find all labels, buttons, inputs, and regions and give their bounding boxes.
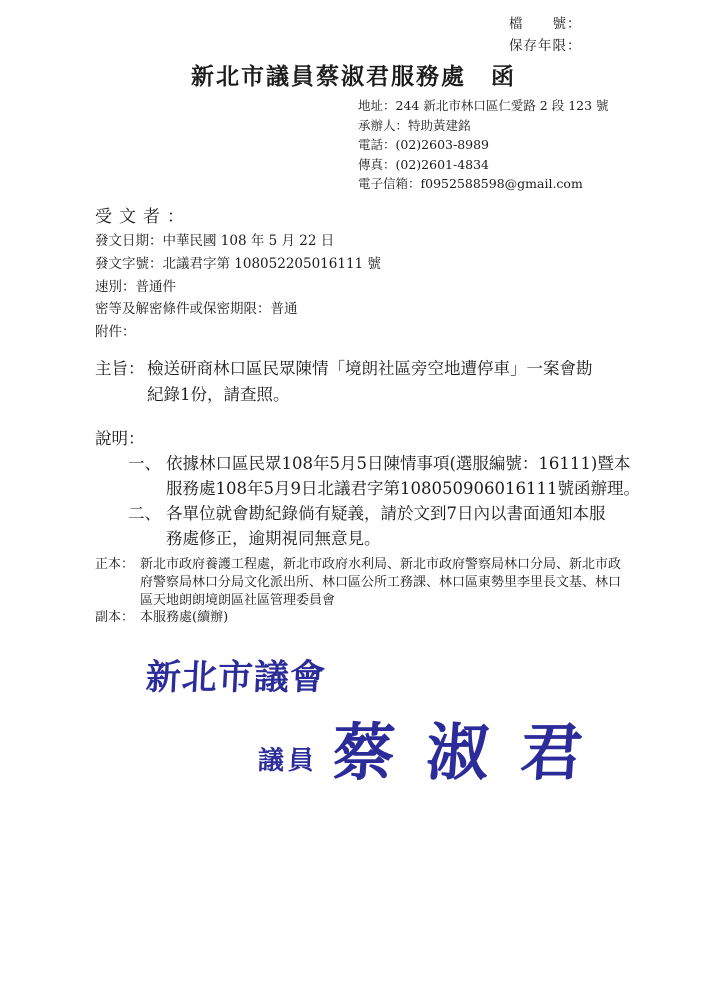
recipient-label: 受文者： [95, 207, 191, 227]
issue-date-line: 發文日期：中華民國 108 年 5 月 22 日 [95, 233, 335, 249]
explanation-item-2-line-1: 各單位就會勘紀錄倘有疑義，請於文到7日內以書面通知本服 [166, 504, 606, 523]
explanation-item-1-line-1: 依據林口區民眾108年5月5日陳情事項(選服編號：16111)暨本 [166, 454, 631, 473]
copy-label: 副本： [95, 610, 135, 626]
distribution-block [95, 556, 655, 627]
explanation-item-1-line-2: 服務處108年5月9日北議君字第108050906016111號函辦理。 [166, 479, 640, 498]
original-recipients-line-3: 區天地朗朗境朗區社區管理委員會 [140, 592, 336, 608]
contact-fax: 傳真：(02)2601-4834 [358, 156, 490, 172]
secrecy-line: 密等及解密條件或保密期限：普通 [95, 301, 298, 318]
signature-council-name: 新北市議會 [144, 657, 327, 698]
signature-councilor-title: 議員 [257, 746, 319, 776]
copy-recipients-value: 本服務處(續辦) [140, 610, 229, 626]
subject-label: 主旨： [95, 359, 145, 378]
speed-class-line: 速別：普通件 [95, 278, 176, 295]
contact-address: 地址：244 新北市林口區仁愛路 2 段 123 號 [358, 98, 609, 113]
explanation-item-2-number: 二、 [128, 504, 161, 523]
subject-line-2: 紀錄1份，請查照。 [147, 385, 290, 404]
contact-email: 電子信箱：f0952588598@gmail.com [358, 176, 583, 191]
original-recipients-row [95, 556, 655, 609]
explanation-item-1 [95, 451, 655, 501]
explanation-block [95, 426, 655, 551]
subject-block [95, 356, 640, 408]
file-number-block [509, 13, 582, 57]
explanation-item-2 [95, 501, 655, 551]
contact-phone: 電話：(02)2603-8989 [358, 137, 490, 152]
retention-period-label: 保存年限： [509, 38, 582, 54]
sender-contact-block [358, 96, 609, 194]
original-recipients-line-1: 新北市政府養護工程處，新北市政府水利局、新北市政府警察局林口分局、新北市政 [140, 557, 622, 572]
signature-councilor-name: 蔡淑君 [330, 716, 618, 789]
explanation-item-2-line-2: 務處修正，逾期視同無意見。 [166, 529, 381, 548]
issue-number-line: 發文字號：北議君字第 108052205016111 號 [95, 255, 381, 272]
file-number-label: 檔 號： [509, 16, 582, 32]
document-title: 新北市議員蔡淑君服務處 函 [191, 63, 516, 90]
original-label: 正本： [95, 557, 135, 572]
subject-line-1: 檢送研商林口區民眾陳情「境朗社區旁空地遭停車」一案會勘 [147, 359, 593, 378]
explanation-label: 說明： [95, 429, 145, 448]
document-meta-block [95, 230, 381, 344]
copy-recipients-row [95, 609, 655, 627]
attachment-line: 附件： [95, 324, 136, 341]
contact-person: 承辦人：特助黃建銘 [358, 117, 471, 133]
explanation-item-1-number: 一、 [128, 454, 161, 473]
original-recipients-line-2: 府警察局林口分局文化派出所、林口區公所工務課、林口區東勢里李里長文基、林口 [140, 574, 622, 590]
